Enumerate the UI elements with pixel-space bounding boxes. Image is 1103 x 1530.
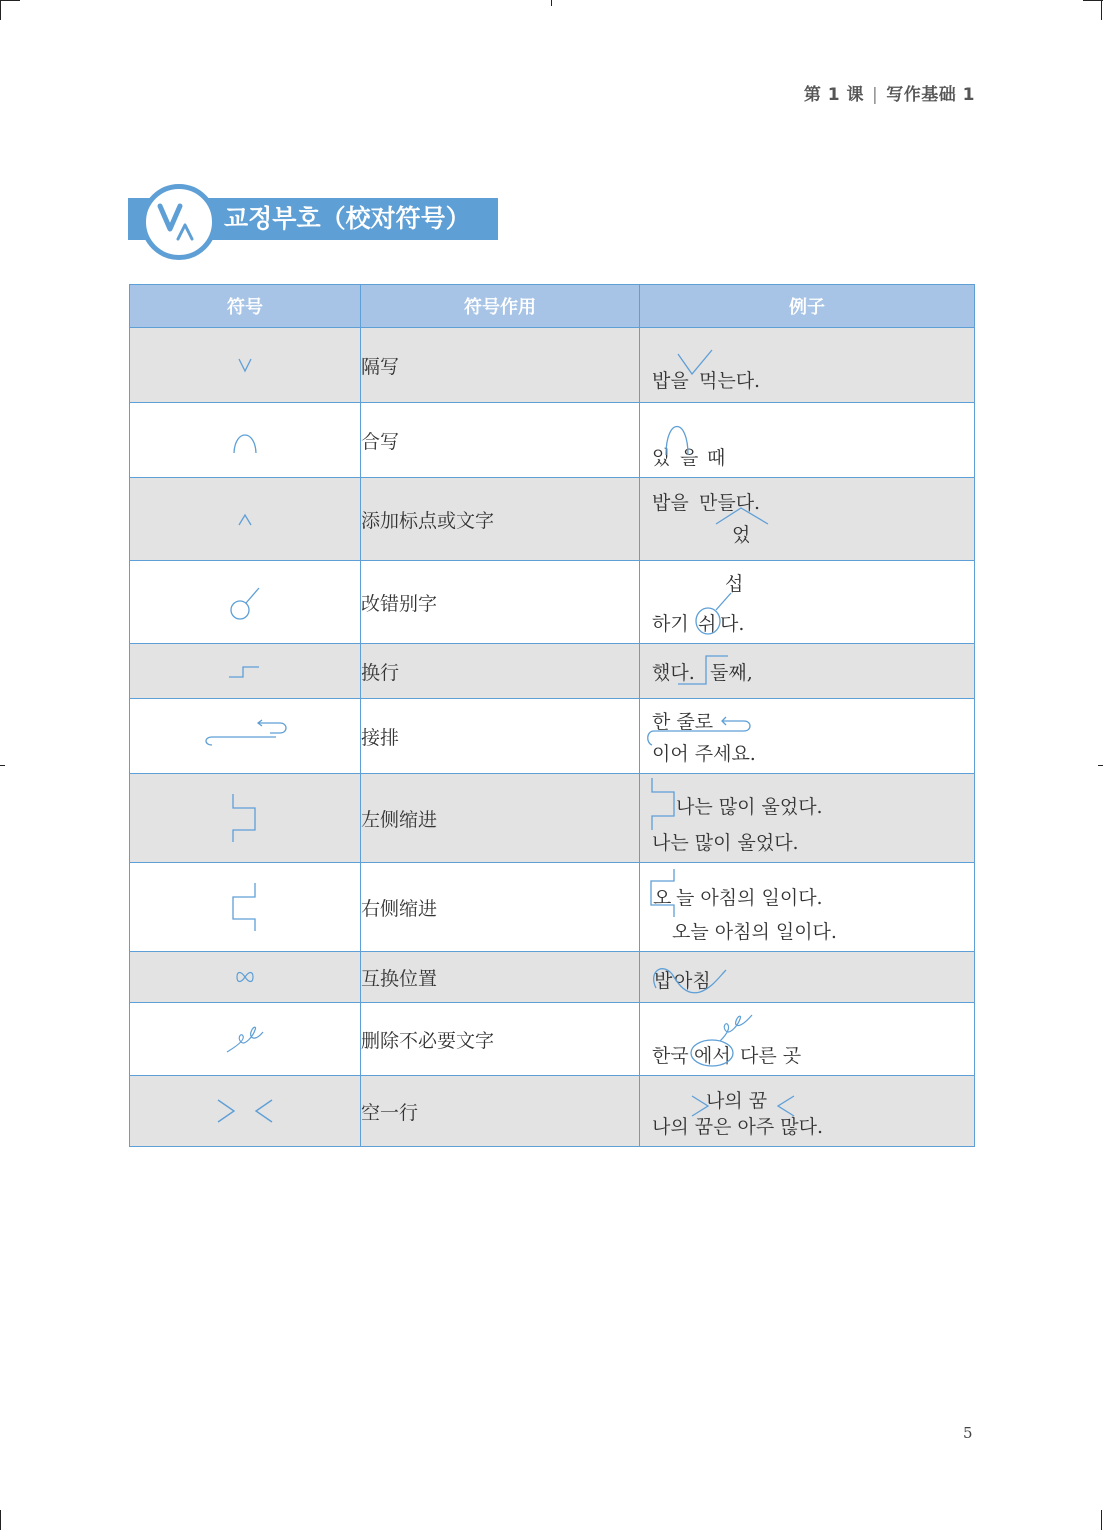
- v-caret-badge-icon-graphic: [146, 189, 212, 255]
- function-cell: 空一行: [361, 1076, 640, 1147]
- example-cell: [640, 699, 975, 774]
- insert-caret-overlay: [640, 478, 974, 560]
- example-text: 나는 많이 울었다.: [652, 832, 799, 854]
- function-cell: 右侧缩进: [361, 863, 640, 952]
- example-text: 섭: [725, 573, 744, 595]
- table-row: [130, 863, 975, 952]
- proofreading-marks-table: [129, 284, 975, 1147]
- run-on-arrow-icon: [130, 699, 361, 774]
- crop-mark: [0, 765, 5, 766]
- table-row: [130, 328, 975, 403]
- function-cell: 改错别字: [361, 561, 640, 644]
- example-cell: [640, 863, 975, 952]
- new-line-icon: [130, 644, 361, 699]
- example-text: 나는 많이 울었다.: [676, 796, 823, 818]
- crop-mark: [0, 0, 20, 1]
- function-cell: 隔写: [361, 328, 640, 403]
- page-number: 5: [963, 1424, 973, 1442]
- example-text: 한국: [652, 1045, 689, 1067]
- crop-mark: [1098, 765, 1103, 766]
- table-header-row: [130, 285, 975, 328]
- function-cell: 互换位置: [361, 952, 640, 1003]
- crop-mark: [0, 0, 1, 20]
- new-line-overlay: [640, 644, 974, 698]
- header-divider: |: [872, 85, 879, 105]
- section-title: 교정부호（校对符号）: [224, 204, 471, 233]
- replace-circle-overlay: [640, 561, 974, 643]
- example-cell: [640, 774, 975, 863]
- chapter-label: 写作基础 1: [886, 85, 975, 105]
- insert-caret-icon: [130, 478, 361, 561]
- example-text: 었: [732, 524, 751, 546]
- example-cell: [640, 1076, 975, 1147]
- example-text: 늘 아침의 일이다.: [676, 887, 823, 909]
- function-cell: 接排: [361, 699, 640, 774]
- example-text: 나의 꿈은 아주 많다.: [652, 1116, 823, 1138]
- table-row: [130, 644, 975, 699]
- example-text: 밥을: [652, 370, 689, 392]
- example-cell: [640, 328, 975, 403]
- example-text: 다른 곳: [740, 1045, 802, 1067]
- example-text: 했다.: [652, 662, 695, 684]
- example-cell: [640, 1003, 975, 1076]
- table-row: [130, 699, 975, 774]
- crop-mark: [1101, 1510, 1102, 1530]
- space-mark-overlay: [640, 328, 974, 402]
- example-cell: [640, 644, 975, 699]
- crop-mark: [1083, 0, 1103, 1]
- example-cell: [640, 952, 975, 1003]
- crop-mark: [551, 0, 552, 6]
- example-cell: [640, 478, 975, 561]
- v-caret-badge-icon: [141, 184, 217, 260]
- example-text: 을: [680, 447, 699, 469]
- indent-right-overlay: [640, 863, 974, 951]
- example-text: 아침: [674, 970, 711, 992]
- crop-mark: [0, 1510, 1, 1530]
- close-up-mark-icon: [130, 403, 361, 478]
- running-header: [804, 80, 975, 105]
- table-row: [130, 403, 975, 478]
- function-cell: 删除不必要文字: [361, 1003, 640, 1076]
- table-row: [130, 1003, 975, 1076]
- space-mark-icon: [130, 328, 361, 403]
- indent-left-icon: [130, 774, 361, 863]
- indent-left-overlay: [640, 774, 974, 862]
- example-cell: [640, 403, 975, 478]
- example-text: 쉬: [698, 613, 717, 635]
- example-text: 때: [707, 447, 726, 469]
- example-text: 하기: [652, 613, 689, 635]
- example-text: 오: [653, 887, 672, 909]
- example-cell: [640, 561, 975, 644]
- example-text: 밥을: [652, 492, 689, 514]
- indent-right-icon: [130, 863, 361, 952]
- line-space-icon: [130, 1076, 361, 1147]
- delete-loop-icon: [130, 1003, 361, 1076]
- example-text: 만들다.: [699, 492, 761, 514]
- transpose-icon: [130, 952, 361, 1003]
- table-row: [130, 1076, 975, 1147]
- example-text: 먹는다.: [699, 370, 761, 392]
- example-text: 에서: [694, 1045, 731, 1067]
- example-text: 한 줄로: [652, 711, 714, 733]
- table-row: [130, 478, 975, 561]
- example-text: 오늘 아침의 일이다.: [672, 921, 837, 943]
- run-on-arrow-overlay: [640, 699, 974, 773]
- function-cell: 左侧缩进: [361, 774, 640, 863]
- transpose-overlay: [640, 952, 974, 1002]
- close-up-mark-overlay: [640, 403, 974, 477]
- example-text: 다.: [720, 613, 745, 635]
- replace-circle-icon: [130, 561, 361, 644]
- table-row: [130, 774, 975, 863]
- function-cell: 添加标点或文字: [361, 478, 640, 561]
- column-header-example: 例子: [640, 285, 975, 328]
- line-space-overlay: [640, 1076, 974, 1146]
- function-cell: 合写: [361, 403, 640, 478]
- table-row: [130, 952, 975, 1003]
- crop-mark: [1101, 0, 1102, 20]
- column-header-symbol: 符号: [130, 285, 361, 328]
- example-text: 나의 꿈: [706, 1090, 768, 1112]
- example-text: 둘째,: [710, 662, 753, 684]
- column-header-function: 符号作用: [361, 285, 640, 328]
- table-row: [130, 561, 975, 644]
- example-text: 있: [652, 447, 671, 469]
- example-text: 밥: [654, 970, 673, 992]
- function-cell: 换行: [361, 644, 640, 699]
- lesson-label: 第 1 课: [803, 85, 865, 105]
- example-text: 이어 주세요.: [652, 743, 756, 765]
- delete-loop-overlay: [640, 1003, 974, 1075]
